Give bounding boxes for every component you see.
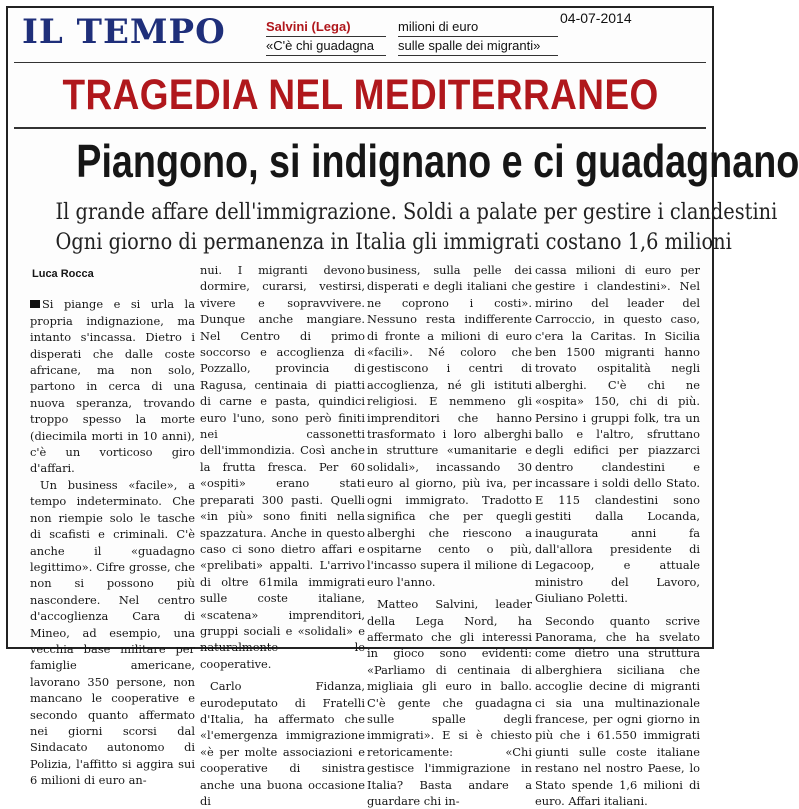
article-column-4 xyxy=(535,262,700,809)
paragraph: Matteo Salvini, leader della Lega Nord, ha affermato che gli interessi in gioco sono evidenti: «Parliamo di centinaia di migliaia gli euro in ballo. C'è gente che guadagna sulle spalle degli immigrati». E si è chiesto retoricamente: «Chi gestisce l'immigrazione in Italia? Basta andare a guardare chi in- xyxy=(367,597,532,808)
subheadline-2: Ogni giorno di permanenza in Italia gli immigrati costano 1,6 milioni xyxy=(55,230,732,255)
lead-square-icon xyxy=(30,300,40,308)
article-column-1 xyxy=(30,262,195,789)
divider xyxy=(14,62,706,63)
paragraph: cassa milioni di euro per gestire i clandestini». Nel mirino del leader del Carroccio, in questo caso, c'era la Caritas. In Sicilia ben 1500 migranti hanno trovato ospitalità negli alberghi. C'è chi ne «ospita» 150, chi di più. Persino i gruppi folk, tra un ballo e l'altro, sfruttano degli edifici per piazzarci dentro clandestini e incassare i soldi dello Stato. E 115 clandestini sono gestiti dalla Locanda, inaugurata anni fa dall'allora presidente di Legacoop, e attuale ministro del Lavoro, Giuliano Poletti. xyxy=(535,263,700,606)
kicker-name: Salvini (Lega) xyxy=(266,18,386,37)
paragraph: Carlo Fidanza, eurodeputato di Fratelli d'Italia, ha affermato che «l'emergenza immigrazione «è per molte associazioni e cooperative di sinistra anche una buona occasione di xyxy=(200,679,365,808)
kicker-left xyxy=(266,18,386,56)
paragraph: nui. I migranti devono dormire, curarsi, vestirsi, vivere e sopravvivere. Dunque anche mangiare. Nel Centro di primo soccorso e accoglienza di Pozzallo, provincia di Ragusa, centinaia di piatti di carne e pasta, quindici euro l'uno, sono però finiti nei cassonetti dell'immondizia. Così anche la frutta fresca. Per 60 «ospiti» erano stati preparati 300 pasti. Quelli «in più» sono finiti nella spazzatura. Anche in questo caso ci sono dietro affari e «prelibati» appalti. L'arrivo di oltre 61mila immigrati sulle coste italiane, «scatena» imprenditori, gruppi sociali e «solidali» e naturalmente le cooperative. xyxy=(200,263,365,671)
kicker-quote: «C'è chi guadagna xyxy=(266,37,386,56)
article-column-3 xyxy=(367,262,532,809)
section-title: TRAGEDIA NEL MEDITERRANEO xyxy=(62,71,659,119)
paragraph: Un business «facile», a tempo indeterminato. Che non riempie solo le tasche di scafisti e criminali. C'è anche il «guadagno legittimo». Cifre grosse, che non si possono più nascondere. Nel centro d'accoglienza Cara di Mineo, ad esempio, una vecchia base militare per famiglie americane, lavorano 350 persone, non mancano le cooperative e secondo quanto affermato nei giorni scorsi dal Sindacato autonomo di Polizia, l'affitto si aggira sui 6 milioni di euro an- xyxy=(30,477,195,788)
kicker-line3: milioni di euro xyxy=(398,18,558,37)
masthead xyxy=(22,10,256,54)
headline: Piangono, si indignano e ci guadagnano xyxy=(76,135,799,187)
paragraph: business, sulla pelle dei disperati e degli italiani che ne coprono i costi». Nessuno resta indifferente di fronte a milioni di euro «facili». Né coloro che gestiscono i centri di accoglienza, né gli istituti religiosi. E nemmeno gli imprenditori che hanno trasformato i loro alberghi in strutture «umanitarie e solidali», incassando 30 euro al giorno, più iva, per ogni immigrato. Tradotto significa che per quegli alberghi che riescono a ospitarne cento o più, l'incasso supera il milione di euro l'anno. xyxy=(367,263,532,589)
subheadline-1: Il grande affare dell'immigrazione. Soldi a palate per gestire i clandestini xyxy=(55,200,778,225)
divider xyxy=(14,127,706,129)
kicker-line4: sulle spalle dei migranti» xyxy=(398,37,558,56)
kicker-right xyxy=(398,18,558,56)
paragraph: Secondo quanto scrive Panorama, che ha svelato come dietro una struttura alberghiera siciliana che accoglie decine di migranti ci sia una multinazionale francese, per ogni giorno in più che i 61.550 immigrati giunti sulle coste italiane restano nel nostro Paese, lo Stato spende 1,6 milioni di euro. Affari italiani. xyxy=(535,613,700,808)
newspaper-logo: IL TEMPO xyxy=(22,12,226,52)
paragraph: Si piange e si urla la propria indignazione, ma intanto s'incassa. Dietro i disperati che dalle coste africane, ma non solo, partono in cerca di una nuova speranza, trovando troppo spesso la morte (diecimila morti in 10 anni), c'è un vorticoso giro d'affari. xyxy=(30,297,195,476)
publication-date: 04-07-2014 xyxy=(560,10,632,26)
article-column-2 xyxy=(200,262,365,809)
byline: Luca Rocca xyxy=(32,268,94,280)
